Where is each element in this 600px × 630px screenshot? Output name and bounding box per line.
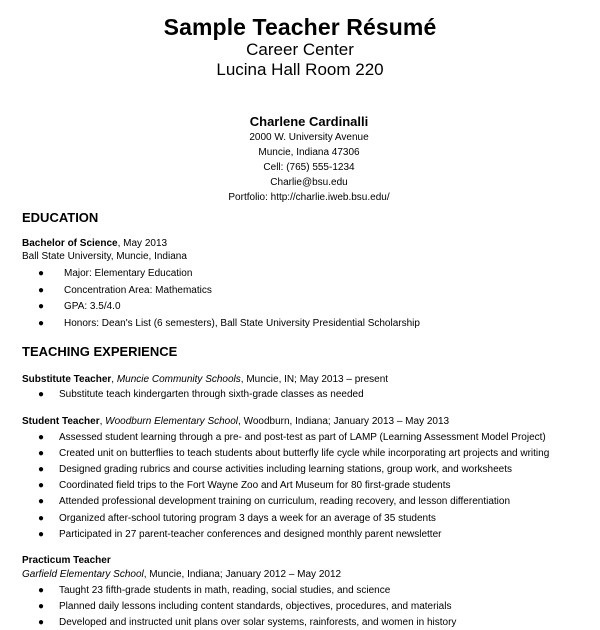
career-center-line: Career Center [246,40,354,59]
education-heading: EDUCATION [22,210,99,225]
contact-block [0,114,600,205]
bullet-icon: ● [38,448,45,459]
room-line: Lucina Hall Room 220 [216,60,384,79]
degree-line [22,237,167,250]
experience-heading: TEACHING EXPERIENCE [22,344,178,359]
bullet-icon: ● [38,480,45,491]
degree-date: , May 2013 [117,238,168,249]
job-heading-practicum: Practicum Teacher [22,555,111,566]
bullet-icon: ● [38,285,45,296]
bullet-icon: ● [38,601,45,612]
bullet-icon: ● [38,464,45,475]
bullet-icon: ● [38,617,45,628]
bullet-icon: ● [38,389,45,400]
job-heading-student-teacher: Student Teacher, Woodburn Elementary School, Woodburn, Indiana; January 2013 – May 2013 [22,416,450,427]
bullet-icon: ● [38,496,45,507]
degree-name: Bachelor of Science [22,238,118,249]
portfolio-url: Portfolio: http://charlie.iweb.bsu.edu/ [228,192,390,203]
email-address: Charlie@bsu.edu [270,177,348,188]
bullet-icon: ● [38,301,45,312]
candidate-name: Charlene Cardinalli [249,114,369,129]
document-title: Sample Teacher Résumé [163,14,437,40]
cell-phone: Cell: (765) 555-1234 [263,162,355,173]
resume-page: Sample Teacher Résumé Career Center Lucina Hall Room 220 Charlene Cardinalli 2000 W. University Avenue Muncie, Indiana 47306 Cell: (765) 555-1234 Charlie@bsu.edu Portfolio: http://charlie.iweb.bsu.edu/ EDUCATION Bachelor of Science, May 2013 Ball State University, Muncie, Indiana ● Major: Elementary Education ● Concentration Area: Mathematics ● GPA: 3.5/4.0 ● Honors: Dean's List (6 semesters), Ball State University Presidential Scholarship TEACHING EXPERIENCE Substitute Teacher, Muncie Community Schools, Muncie, IN; May 2013 – present ● Substitute teach kindergarten through sixth-grade classes as needed Student Teacher, Woodburn Elementary School, Woodburn, Indiana; January 2013 – May 2013 ● Assessed student learning through a pre- and post-test as part of LAMP (Learning Assessment Model Project) ● Created unit on butterflies to teach students about butterfly life cycle while incorporating art projects and writing ● Designed grading rubrics and course activities including learning stations, group work, and worksheets ● Coordinated field trips to the Fort Wayne Zoo and Art Museum for 80 first-grade students ● Attended professional development training on curriculum, reading recovery, and lesson differentiation ● Organized after-school tutoring program 3 days a week for an average of 35 students ● Participated in 27 parent-teacher conferences and designed monthly parent newsletter Practicum Teacher Garfield Elementary School, Muncie, Indiana; January 2012 – May 2012 ● Taught 23 fifth-grade students in math, reading, social studies, and science ● Planned daily lessons including content standards, objectives, procedures, and materials ● Developed and instructed unit plans over solar systems, rainforests, and women in history [0,0,600,630]
bullet-icon: ● [38,529,45,540]
bullet-icon: ● [38,585,45,596]
bullet-icon: ● [38,513,45,524]
job-heading-substitute: Substitute Teacher, Muncie Community Schools, Muncie, IN; May 2013 – present [22,374,389,385]
bullet-icon: ● [38,432,45,443]
bullet-icon: ● [38,268,45,279]
bullet-icon: ● [38,318,45,329]
address-line-2: Muncie, Indiana 47306 [258,147,360,158]
school-line: Ball State University, Muncie, Indiana [22,251,187,262]
address-line-1: 2000 W. University Avenue [249,132,369,143]
practicum-school-line: Garfield Elementary School, Muncie, Indiana; January 2012 – May 2012 [22,569,342,580]
